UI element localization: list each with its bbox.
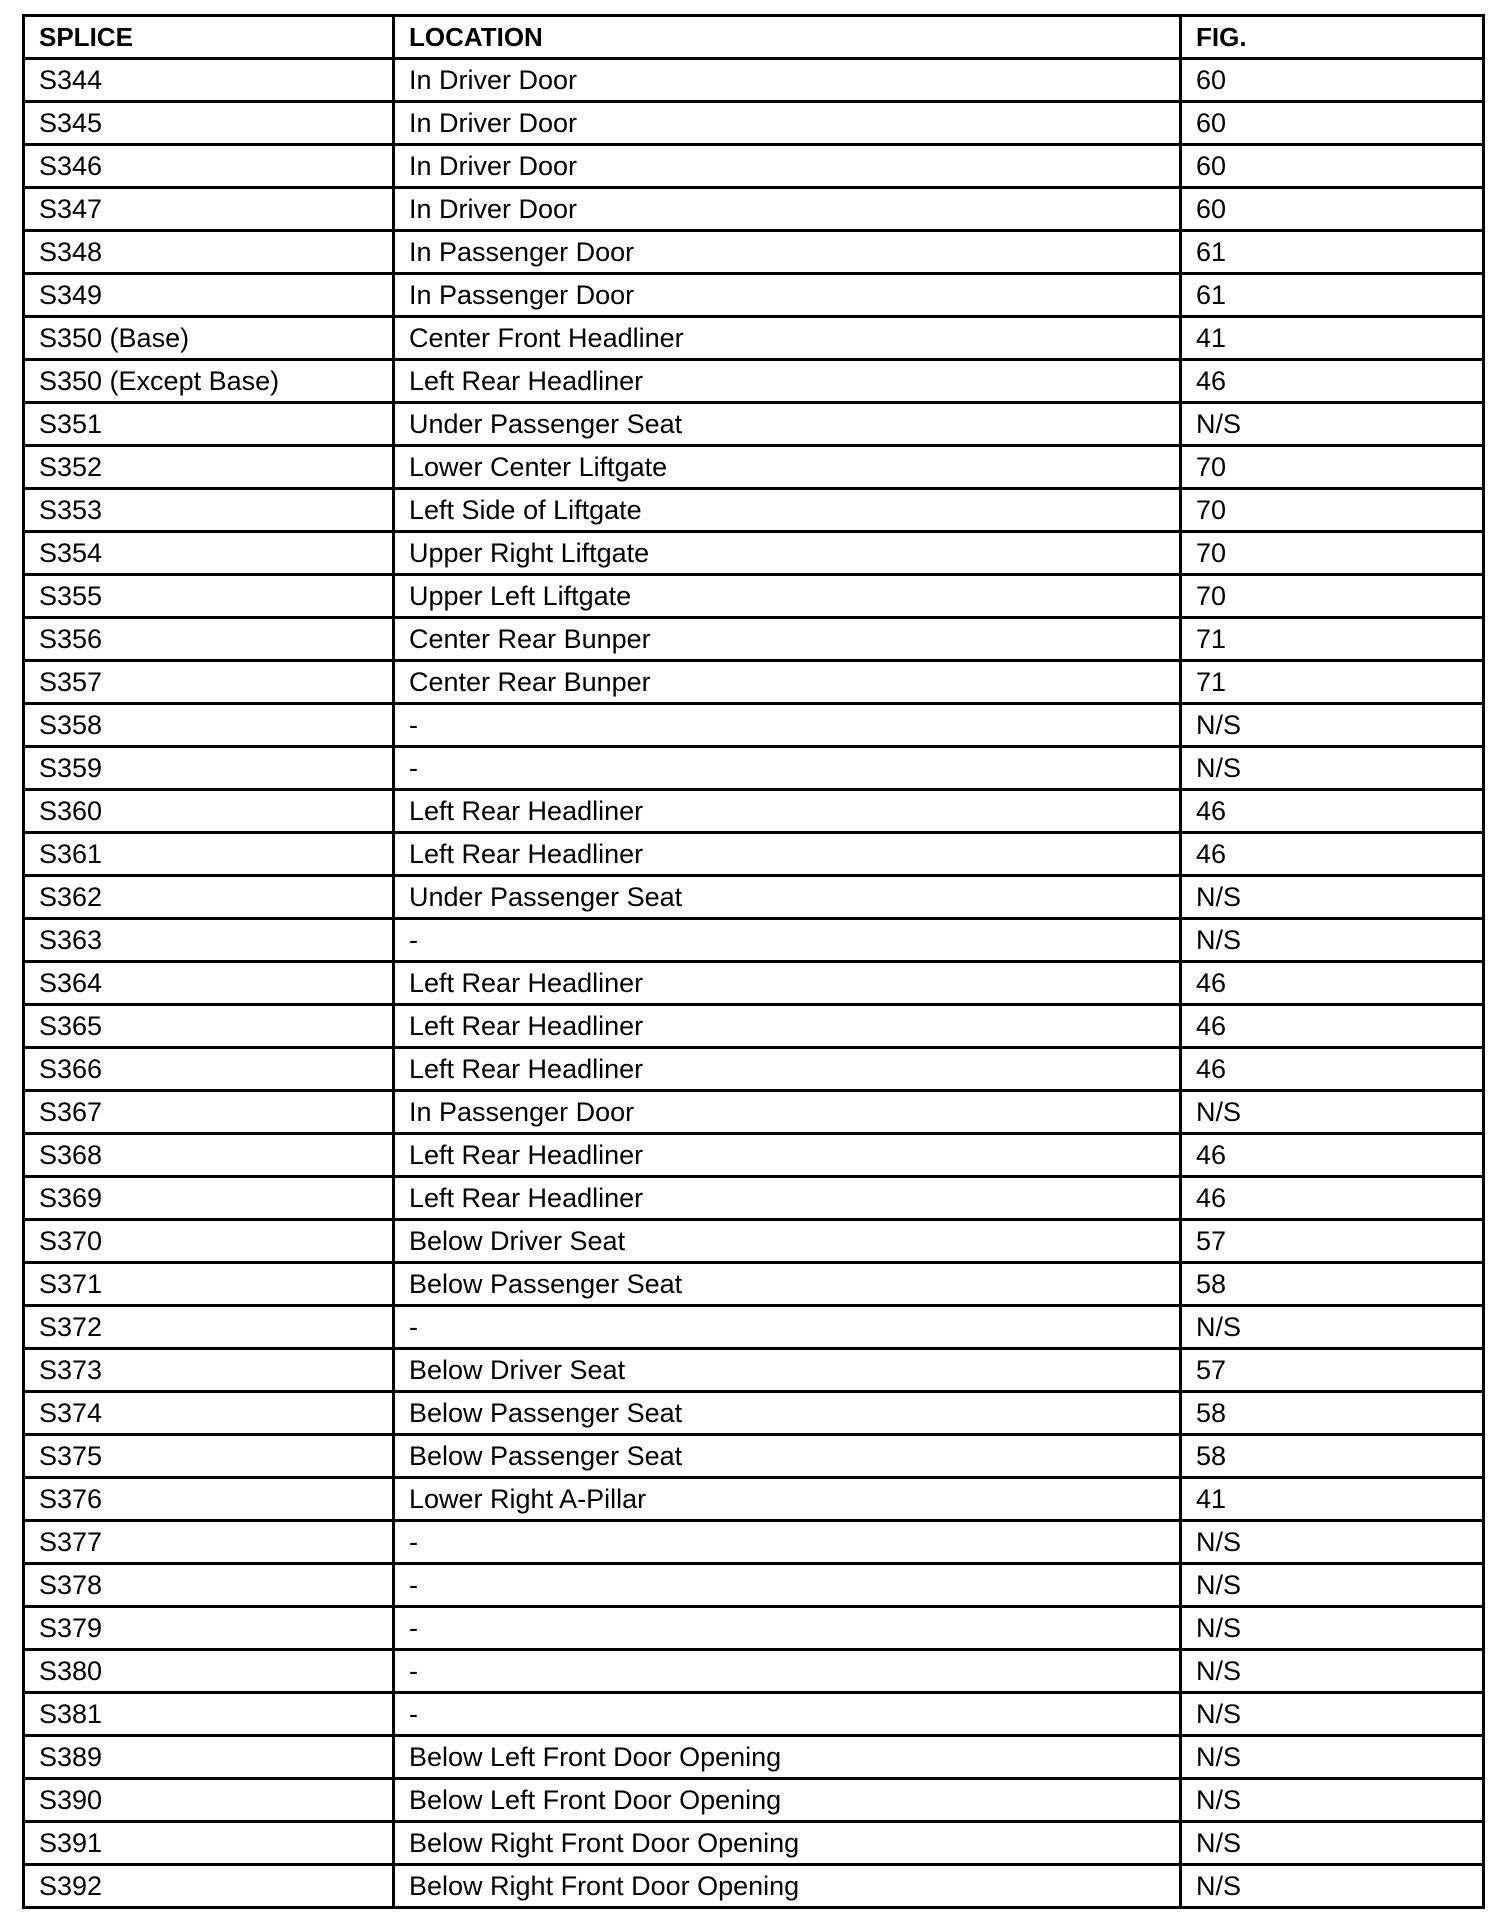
cell-fig: N/S bbox=[1181, 403, 1484, 446]
cell-splice: S366 bbox=[24, 1048, 394, 1091]
cell-location: Under Passenger Seat bbox=[394, 876, 1181, 919]
table-row bbox=[24, 1607, 1484, 1650]
cell-fig: 60 bbox=[1181, 59, 1484, 102]
cell-location: Below Passenger Seat bbox=[394, 1435, 1181, 1478]
cell-location: Left Rear Headliner bbox=[394, 1048, 1181, 1091]
cell-location: - bbox=[394, 1521, 1181, 1564]
table-row bbox=[24, 1091, 1484, 1134]
cell-fig: N/S bbox=[1181, 747, 1484, 790]
cell-splice: S370 bbox=[24, 1220, 394, 1263]
cell-splice: S365 bbox=[24, 1005, 394, 1048]
cell-splice: S362 bbox=[24, 876, 394, 919]
cell-location: In Driver Door bbox=[394, 59, 1181, 102]
cell-splice: S381 bbox=[24, 1693, 394, 1736]
table-row bbox=[24, 1048, 1484, 1091]
cell-fig: 71 bbox=[1181, 618, 1484, 661]
cell-fig: 61 bbox=[1181, 274, 1484, 317]
table-row bbox=[24, 1392, 1484, 1435]
cell-location: In Passenger Door bbox=[394, 274, 1181, 317]
table-row bbox=[24, 274, 1484, 317]
cell-fig: N/S bbox=[1181, 1521, 1484, 1564]
cell-location: Left Rear Headliner bbox=[394, 1134, 1181, 1177]
cell-location: - bbox=[394, 1693, 1181, 1736]
cell-location: Below Left Front Door Opening bbox=[394, 1779, 1181, 1822]
cell-location: In Driver Door bbox=[394, 102, 1181, 145]
table-row bbox=[24, 317, 1484, 360]
cell-fig: 46 bbox=[1181, 790, 1484, 833]
cell-fig: 58 bbox=[1181, 1435, 1484, 1478]
cell-splice: S359 bbox=[24, 747, 394, 790]
cell-location: Center Rear Bunper bbox=[394, 618, 1181, 661]
cell-splice: S345 bbox=[24, 102, 394, 145]
table-row bbox=[24, 59, 1484, 102]
cell-location: Left Rear Headliner bbox=[394, 962, 1181, 1005]
cell-splice: S364 bbox=[24, 962, 394, 1005]
cell-fig: N/S bbox=[1181, 1607, 1484, 1650]
cell-splice: S378 bbox=[24, 1564, 394, 1607]
table-row bbox=[24, 489, 1484, 532]
cell-splice: S358 bbox=[24, 704, 394, 747]
table-row bbox=[24, 231, 1484, 274]
cell-splice: S375 bbox=[24, 1435, 394, 1478]
cell-fig: 46 bbox=[1181, 962, 1484, 1005]
cell-splice: S374 bbox=[24, 1392, 394, 1435]
table-row bbox=[24, 145, 1484, 188]
table-row bbox=[24, 1693, 1484, 1736]
cell-splice: S356 bbox=[24, 618, 394, 661]
cell-splice: S369 bbox=[24, 1177, 394, 1220]
header-fig: FIG. bbox=[1181, 16, 1484, 59]
cell-location: Under Passenger Seat bbox=[394, 403, 1181, 446]
cell-location: - bbox=[394, 919, 1181, 962]
table-row bbox=[24, 704, 1484, 747]
table-row bbox=[24, 1134, 1484, 1177]
cell-splice: S373 bbox=[24, 1349, 394, 1392]
table-row bbox=[24, 1650, 1484, 1693]
cell-fig: 70 bbox=[1181, 489, 1484, 532]
cell-fig: N/S bbox=[1181, 1822, 1484, 1865]
cell-splice: S350 (Base) bbox=[24, 317, 394, 360]
cell-location: Left Rear Headliner bbox=[394, 833, 1181, 876]
header-splice: SPLICE bbox=[24, 16, 394, 59]
cell-fig: 70 bbox=[1181, 575, 1484, 618]
table-row bbox=[24, 1220, 1484, 1263]
cell-location: - bbox=[394, 1306, 1181, 1349]
cell-splice: S368 bbox=[24, 1134, 394, 1177]
table-row bbox=[24, 1177, 1484, 1220]
cell-fig: 61 bbox=[1181, 231, 1484, 274]
table-header-row bbox=[24, 16, 1484, 59]
cell-splice: S371 bbox=[24, 1263, 394, 1306]
cell-location: Below Driver Seat bbox=[394, 1349, 1181, 1392]
cell-location: Lower Right A-Pillar bbox=[394, 1478, 1181, 1521]
cell-splice: S352 bbox=[24, 446, 394, 489]
cell-splice: S353 bbox=[24, 489, 394, 532]
cell-location: Left Rear Headliner bbox=[394, 1005, 1181, 1048]
table-row bbox=[24, 618, 1484, 661]
cell-location: Below Left Front Door Opening bbox=[394, 1736, 1181, 1779]
cell-location: Left Side of Liftgate bbox=[394, 489, 1181, 532]
cell-location: Left Rear Headliner bbox=[394, 360, 1181, 403]
cell-location: In Driver Door bbox=[394, 188, 1181, 231]
cell-splice: S380 bbox=[24, 1650, 394, 1693]
table-row bbox=[24, 1478, 1484, 1521]
table-row bbox=[24, 360, 1484, 403]
table-row bbox=[24, 1822, 1484, 1865]
cell-location: - bbox=[394, 1607, 1181, 1650]
table-row bbox=[24, 1005, 1484, 1048]
table-row bbox=[24, 446, 1484, 489]
cell-fig: 60 bbox=[1181, 145, 1484, 188]
table-row bbox=[24, 833, 1484, 876]
cell-fig: 60 bbox=[1181, 102, 1484, 145]
cell-fig: N/S bbox=[1181, 704, 1484, 747]
cell-splice: S354 bbox=[24, 532, 394, 575]
cell-location: Below Right Front Door Opening bbox=[394, 1865, 1181, 1908]
cell-fig: N/S bbox=[1181, 1865, 1484, 1908]
cell-location: Below Passenger Seat bbox=[394, 1263, 1181, 1306]
cell-splice: S363 bbox=[24, 919, 394, 962]
cell-fig: 70 bbox=[1181, 532, 1484, 575]
cell-location: Below Passenger Seat bbox=[394, 1392, 1181, 1435]
cell-splice: S360 bbox=[24, 790, 394, 833]
header-location: LOCATION bbox=[394, 16, 1181, 59]
cell-fig: N/S bbox=[1181, 1779, 1484, 1822]
cell-location: - bbox=[394, 747, 1181, 790]
cell-fig: 46 bbox=[1181, 833, 1484, 876]
cell-location: Center Front Headliner bbox=[394, 317, 1181, 360]
cell-location: In Driver Door bbox=[394, 145, 1181, 188]
table-row bbox=[24, 747, 1484, 790]
table-row bbox=[24, 188, 1484, 231]
cell-fig: 46 bbox=[1181, 1177, 1484, 1220]
cell-fig: 46 bbox=[1181, 1134, 1484, 1177]
cell-splice: S357 bbox=[24, 661, 394, 704]
cell-fig: 58 bbox=[1181, 1263, 1484, 1306]
table-row bbox=[24, 102, 1484, 145]
table-row bbox=[24, 1736, 1484, 1779]
table-row bbox=[24, 876, 1484, 919]
cell-fig: 46 bbox=[1181, 1048, 1484, 1091]
table-row bbox=[24, 403, 1484, 446]
cell-fig: N/S bbox=[1181, 919, 1484, 962]
table-row bbox=[24, 1263, 1484, 1306]
table-row bbox=[24, 661, 1484, 704]
cell-location: - bbox=[394, 1564, 1181, 1607]
cell-fig: 58 bbox=[1181, 1392, 1484, 1435]
table-row bbox=[24, 1521, 1484, 1564]
cell-splice: S377 bbox=[24, 1521, 394, 1564]
cell-splice: S392 bbox=[24, 1865, 394, 1908]
cell-fig: 57 bbox=[1181, 1349, 1484, 1392]
cell-splice: S376 bbox=[24, 1478, 394, 1521]
cell-splice: S348 bbox=[24, 231, 394, 274]
cell-splice: S350 (Except Base) bbox=[24, 360, 394, 403]
cell-splice: S389 bbox=[24, 1736, 394, 1779]
cell-splice: S347 bbox=[24, 188, 394, 231]
cell-fig: 71 bbox=[1181, 661, 1484, 704]
cell-splice: S391 bbox=[24, 1822, 394, 1865]
table-row bbox=[24, 532, 1484, 575]
cell-fig: N/S bbox=[1181, 1091, 1484, 1134]
cell-splice: S355 bbox=[24, 575, 394, 618]
cell-location: - bbox=[394, 1650, 1181, 1693]
cell-splice: S390 bbox=[24, 1779, 394, 1822]
cell-location: Below Driver Seat bbox=[394, 1220, 1181, 1263]
cell-fig: N/S bbox=[1181, 1693, 1484, 1736]
table-row bbox=[24, 1435, 1484, 1478]
cell-splice: S372 bbox=[24, 1306, 394, 1349]
cell-location: Below Right Front Door Opening bbox=[394, 1822, 1181, 1865]
cell-fig: 41 bbox=[1181, 1478, 1484, 1521]
table-body bbox=[24, 59, 1484, 1908]
cell-fig: 57 bbox=[1181, 1220, 1484, 1263]
table-row bbox=[24, 790, 1484, 833]
cell-fig: N/S bbox=[1181, 1736, 1484, 1779]
cell-fig: N/S bbox=[1181, 876, 1484, 919]
table-row bbox=[24, 1779, 1484, 1822]
cell-fig: 70 bbox=[1181, 446, 1484, 489]
cell-fig: N/S bbox=[1181, 1650, 1484, 1693]
table-row bbox=[24, 962, 1484, 1005]
cell-location: In Passenger Door bbox=[394, 1091, 1181, 1134]
cell-splice: S344 bbox=[24, 59, 394, 102]
cell-fig: 60 bbox=[1181, 188, 1484, 231]
cell-fig: N/S bbox=[1181, 1306, 1484, 1349]
table-row bbox=[24, 575, 1484, 618]
table-row bbox=[24, 1306, 1484, 1349]
table-row bbox=[24, 919, 1484, 962]
cell-location: Upper Left Liftgate bbox=[394, 575, 1181, 618]
cell-splice: S351 bbox=[24, 403, 394, 446]
cell-fig: 41 bbox=[1181, 317, 1484, 360]
cell-splice: S349 bbox=[24, 274, 394, 317]
cell-location: Upper Right Liftgate bbox=[394, 532, 1181, 575]
cell-splice: S379 bbox=[24, 1607, 394, 1650]
cell-location: Center Rear Bunper bbox=[394, 661, 1181, 704]
cell-fig: N/S bbox=[1181, 1564, 1484, 1607]
cell-location: Left Rear Headliner bbox=[394, 790, 1181, 833]
table-row bbox=[24, 1865, 1484, 1908]
table-row bbox=[24, 1349, 1484, 1392]
cell-fig: 46 bbox=[1181, 1005, 1484, 1048]
splice-location-table bbox=[22, 14, 1485, 1909]
cell-location: - bbox=[394, 704, 1181, 747]
cell-location: In Passenger Door bbox=[394, 231, 1181, 274]
table-row bbox=[24, 1564, 1484, 1607]
cell-fig: 46 bbox=[1181, 360, 1484, 403]
cell-splice: S346 bbox=[24, 145, 394, 188]
cell-splice: S361 bbox=[24, 833, 394, 876]
cell-location: Lower Center Liftgate bbox=[394, 446, 1181, 489]
cell-location: Left Rear Headliner bbox=[394, 1177, 1181, 1220]
cell-splice: S367 bbox=[24, 1091, 394, 1134]
